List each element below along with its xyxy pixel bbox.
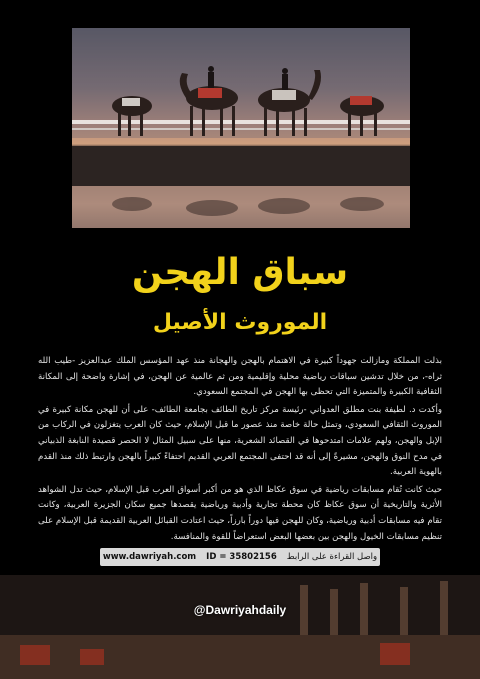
- paragraph: حيث كانت تُقام مسابقات رياضية في سوق عكاظ الذي هو من أكبر أسواق العرب قبل الإسلام، حيث تدل الشواهد الأثرية والتاريخية أن سوق عكاظ كان محطة تجارية وأدبية ورياضية يقصدها جميع سكان الجزيرة العربية، وكانت تقام فيه مسابقات أدبية ورياضية، وكان للهجن فيها دوراً بارزاً، حيث اعتادت القبائل العربية القديمة قبل الإسلام على تنظيم مسابقات الخيول والهجن بين بعضها البعض استعراضاً للقوة والمنافسة.: [38, 484, 442, 542]
- read-more-bar[interactable]: [100, 548, 380, 566]
- crowd-illustration: [0, 575, 480, 679]
- camel-race-photo: [72, 28, 410, 228]
- article-id: ID = 35802156: [206, 552, 277, 562]
- bottom-photo-band: [0, 575, 480, 679]
- article-title: سباق الهجن: [131, 252, 349, 293]
- camel-race-illustration: [72, 28, 410, 228]
- paragraph: وأكدت د. لطيفة بنت مطلق العدواني -رئيسة مركز تاريخ الطائف بجامعة الطائف- على أن للهجن مكانة كبيرة في الموروث الثقافي السعودي، وتمثل حالة خاصة منذ عصور ما قبل الإسلام، حيث كان العرب يتغزلون في الركاب من الإبل والهجن، ولهم علامات امتدحوها في القصائد الشعرية، منها على سبيل المثال لا الحصر قصيدة النابغة الذبياني في مدح النوق والهجن، مشيرةً إلى أنه قد احتفى المجتمع العربي القديم احتفاءً كبيراً بالهجن وارتبط ذلك منذ القدم بالهوية العربية.: [38, 404, 442, 478]
- paragraph: بذلت المملكة ومازالت جهوداً كبيرة في الاهتمام بالهجن والهجانة منذ عهد المؤسس الملك عبدالعزيز -طيب الله ثراه-، من خلال تدشين سباقات رياضية محلية وإقليمية ومن ثم عالمية عن الهجن، في إشارة واضحة إلى المكانة الثقافية الكبيرة والمتميزة التي تحظى بها الهجن في المجتمع السعودي.: [38, 356, 442, 398]
- read-more-label: واصل القراءة على الرابط: [286, 552, 378, 562]
- website-link[interactable]: www.dawriyah.com: [102, 552, 197, 562]
- social-handle[interactable]: @Dawriyahdaily: [193, 603, 287, 617]
- article-body: [38, 354, 442, 547]
- article-subtitle: الموروث الأصيل: [152, 310, 328, 335]
